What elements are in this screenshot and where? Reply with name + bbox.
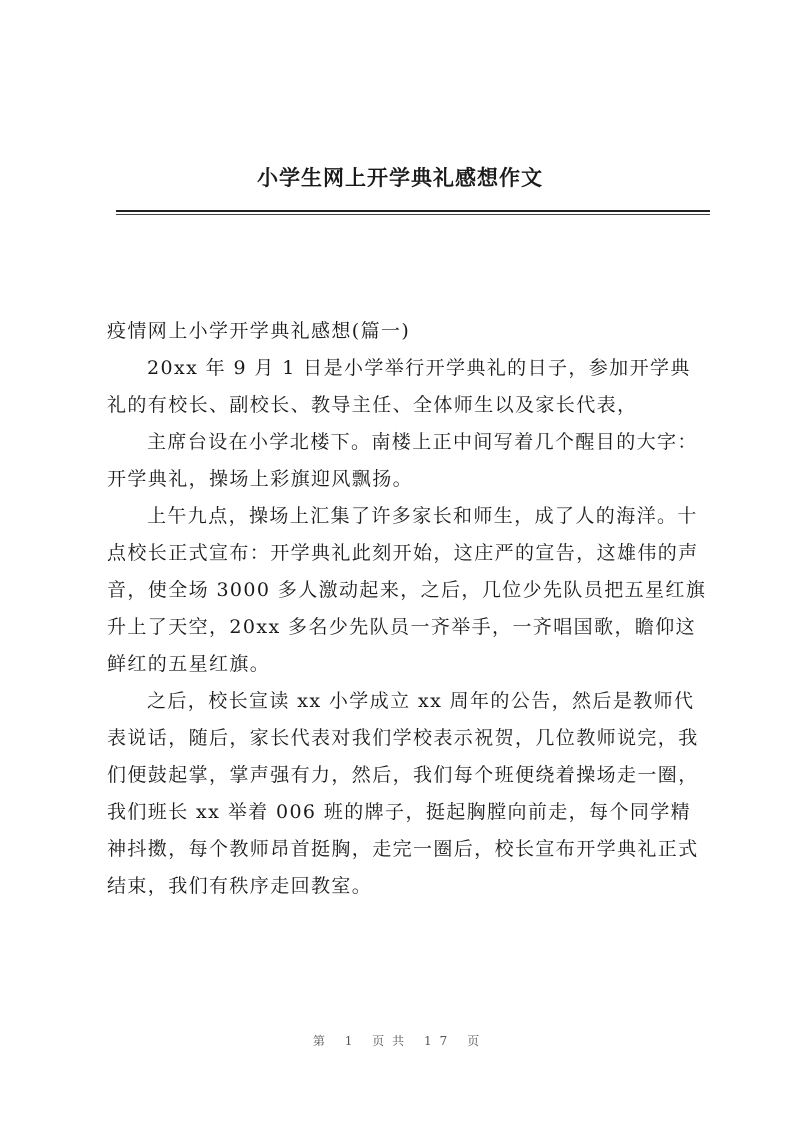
document-title: 小学生网上开学典礼感想作文	[257, 166, 543, 190]
paragraph: 主席台设在小学北楼下。南楼上正中间写着几个醒目的大字：开学典礼，操场上彩旗迎风飘扬。	[107, 431, 698, 490]
title-divider	[116, 210, 710, 212]
title-divider-thin	[116, 214, 710, 215]
page-number: 第 1 页共 17 页	[312, 1034, 488, 1048]
section-heading: 疫情网上小学开学典礼感想(篇一)	[107, 320, 411, 342]
paragraph: 上午九点，操场上汇集了许多家长和师生，成了人的海洋。十点校长正式宣布：开学典礼此刻开始，这庄严的宣告，这雄伟的声音，使全场 3000 多人激动起来，之后，几位少先队员把五星红旗升上了天空，20xx 多名少先队员一齐举手，一齐唱国歌，瞻仰这鲜红的五星红旗。	[107, 505, 707, 675]
document-body	[107, 313, 707, 905]
paragraph: 20xx 年 9 月 1 日是小学举行开学典礼的日子，参加开学典礼的有校长、副校长、教导主任、全体师生以及家长代表，	[107, 357, 691, 416]
paragraph: 之后，校长宣读 xx 小学成立 xx 周年的公告，然后是教师代表说话，随后，家长代表对我们学校表示祝贺，几位教师说完，我们便鼓起掌，掌声强有力，然后，我们每个班便绕着操场走一圈，我们班长 xx 举着 006 班的牌子，挺起胸膛向前走，每个同学精神抖擞，每个教师昂首挺胸，走完一圈后，校长宣布开学典礼正式结束，我们有秩序走回教室。	[107, 690, 699, 897]
